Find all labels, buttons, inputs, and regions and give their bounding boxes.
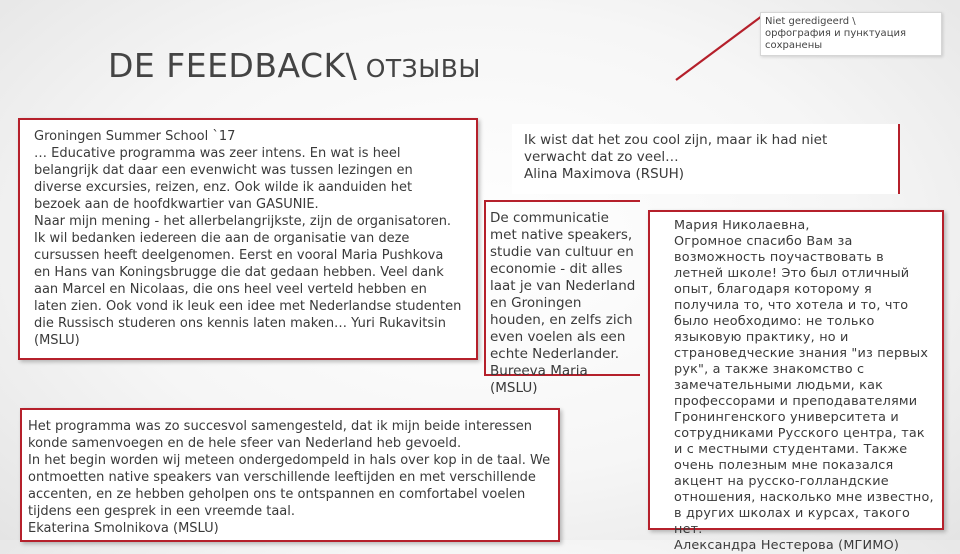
editorial-note-line-3: сохранены (765, 40, 823, 51)
review-ekaterina-smolnikova: Het programma was zo succesvol samengesteld, dat ik mijn beide interessen konde samenvoegen en de hele sfeer van Nederland heb gevoeld. In het begin worden wij meteen ondergedompeld in hals over kop in de taal. We ontmoetten native speakers van verschillende leeftijden en met verschillende accenten, en ze hebben geholpen ons te ontspannen en comfortabel voelen tijdens een gesprek in een vreemde taal. Ekaterina Smolnikova (MSLU) (20, 408, 560, 542)
editorial-note (760, 12, 942, 56)
pointer-line (670, 10, 770, 90)
page-title (108, 46, 481, 85)
review-bureeva-maria: De communicatie met native speakers, studie van cultuur en economie - dit alles laat je van Nederland en Groningen houden, en zelfs zich even voelen als een echte Nederlander. Bureeva Maria (MSLU) (484, 200, 640, 376)
editorial-note-line-1: Niet geredigeerd \ (765, 16, 856, 27)
page-title-main: DE FEEDBACK\ (108, 46, 358, 85)
editorial-note-line-2: орфография и пунктуация (765, 28, 907, 39)
page-title-sub: ОТЗЫВЫ (357, 54, 481, 83)
review-aleksandra-nesterova: Мария Николаевна, Огромное спасибо Вам за возможность поучаствовать в летней школе! Это был отличный опыт, благодаря которому я получила то, что хотела и то, что было необходимо: не только языковую практику, но и страноведческие знания "из первых рук", а также знакомство с замечательными людьми, как профессорами и преподавателями Гронингенского университета и сотрудниками Русского центра, так и с местными студентами. Также очень полезным мне показался акцент на русско-голландские отношения, насколько мне известно, в других школах и курсах, такого нет. Александра Нестерова (МГИМО) (648, 210, 944, 530)
review-alina-maximova: Ik wist dat het zou cool zijn, maar ik had niet verwacht dat zo veel… Alina Maximova (RSUH) (512, 124, 900, 194)
review-groningen: Groningen Summer School `17 … Educative programma was zeer intens. En wat is heel belangrijk dat daar een evenwicht was tussen lezingen en diverse excursies, reizen, enz. Ook wilde ik aanduiden het bezoek aan de hoofdkwartier van GASUNIE. Naar mijn mening - het allerbelangrijkste, zijn de organisatoren. Ik wil bedanken iedereen die aan de organisatie van deze cursussen heeft deelgenomen. Eerst en vooral Maria Pushkova en Hans van Koningsbrugge die dat gedaan hebben. Veel dank aan Marcel en Nicolaas, die ons heel veel verteld hebben en laten zien. Ook vond ik leuk een idee met Nederlandse studenten die Russisch studeren ons kennis laten maken… Yuri Rukavitsin (MSLU) (18, 118, 478, 360)
